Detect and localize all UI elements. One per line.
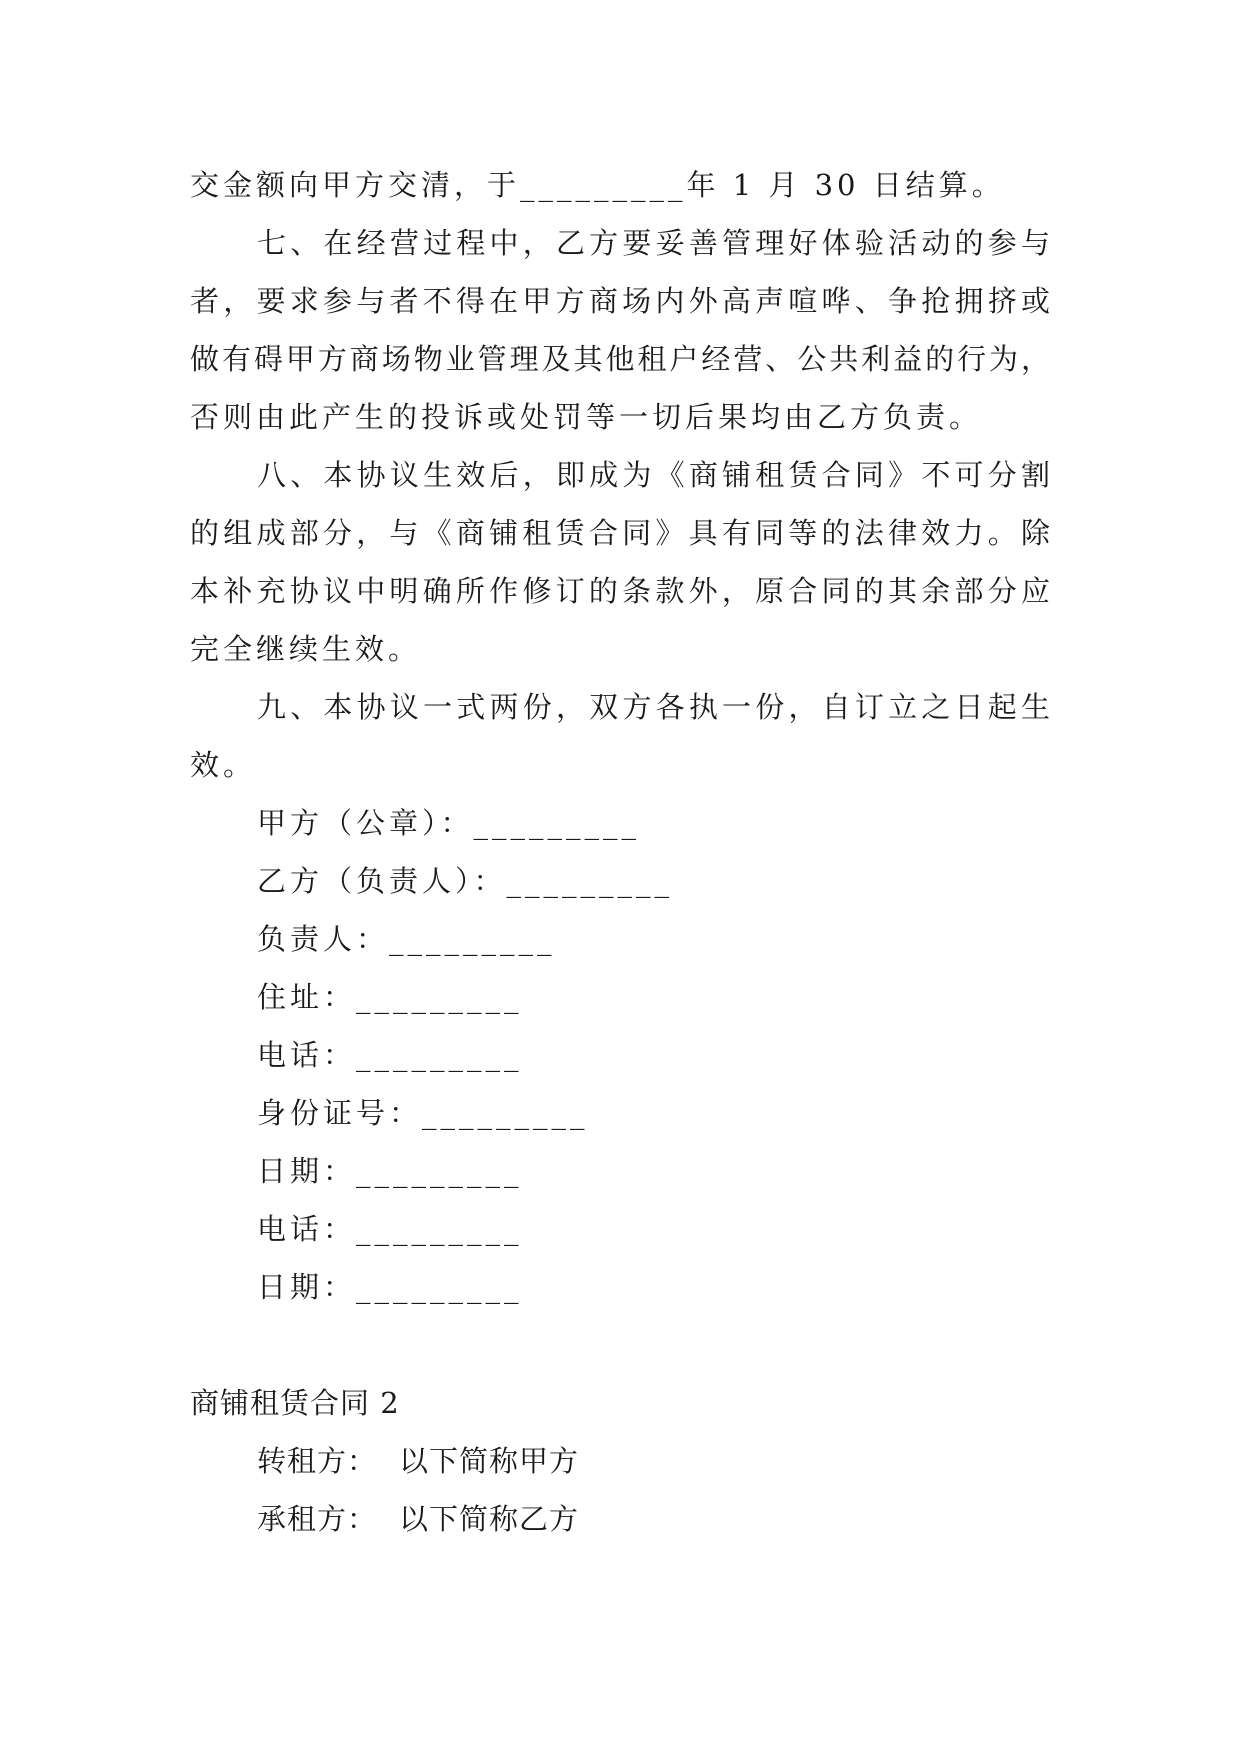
signature-party-a: 甲方（公章）：_________ bbox=[257, 806, 641, 840]
paragraph-line: 九、本协议一式两份，双方各执一份，自订立之日起生 bbox=[257, 690, 1050, 724]
paragraph-line: 的组成部分，与《商铺租赁合同》具有同等的法律效力。除 bbox=[190, 516, 1050, 550]
paragraph-8 bbox=[190, 446, 1050, 678]
paragraph-line: 做有碍甲方商场物业管理及其他租户经营、公共利益的行为， bbox=[190, 342, 1050, 376]
paragraph-line: 七、在经营过程中，乙方要妥善管理好体验活动的参与 bbox=[257, 226, 1050, 260]
signature-phone-2: 电话：_________ bbox=[257, 1212, 523, 1246]
party-a-label: 转租方： bbox=[257, 1444, 378, 1478]
paragraph-line: 八、本协议生效后，即成为《商铺租赁合同》不可分割 bbox=[257, 458, 1050, 492]
contract-2-party-b bbox=[190, 1490, 1050, 1548]
party-a-value: 以下简称甲方 bbox=[399, 1444, 580, 1478]
signature-address: 住址：_________ bbox=[257, 980, 523, 1014]
paragraph-9 bbox=[190, 678, 1050, 794]
paragraph-line: 否则由此产生的投诉或处罚等一切后果均由乙方负责。 bbox=[190, 400, 983, 434]
signature-block bbox=[190, 794, 1050, 1316]
signature-responsible-person: 负责人：_________ bbox=[257, 922, 556, 956]
paragraph-line: 者，要求参与者不得在甲方商场内外高声喧哗、争抢拥挤或 bbox=[190, 284, 1050, 318]
paragraph-7 bbox=[190, 214, 1050, 446]
document-page bbox=[190, 156, 1050, 1548]
signature-party-b: 乙方（负责人）：_________ bbox=[257, 864, 674, 898]
signature-date: 日期：_________ bbox=[257, 1154, 523, 1188]
party-b-label: 承租方： bbox=[257, 1502, 378, 1536]
paragraph-line: 本补充协议中明确所作修订的条款外，原合同的其余部分应 bbox=[190, 574, 1050, 608]
party-b-value: 以下简称乙方 bbox=[399, 1502, 580, 1536]
signature-date-2: 日期：_________ bbox=[257, 1270, 523, 1304]
signature-id-number: 身份证号：_________ bbox=[257, 1096, 589, 1130]
paragraph-line: 效。 bbox=[190, 748, 257, 782]
contract-2-title: 商铺租赁合同 2 bbox=[190, 1386, 400, 1420]
paragraph-line: 完全继续生效。 bbox=[190, 632, 422, 666]
paragraph-6-tail: 交金额向甲方交清，于_________年 1 月 30 日结算。 bbox=[190, 168, 1005, 202]
signature-phone: 电话：_________ bbox=[257, 1038, 523, 1072]
contract-2-party-a bbox=[190, 1432, 1050, 1490]
